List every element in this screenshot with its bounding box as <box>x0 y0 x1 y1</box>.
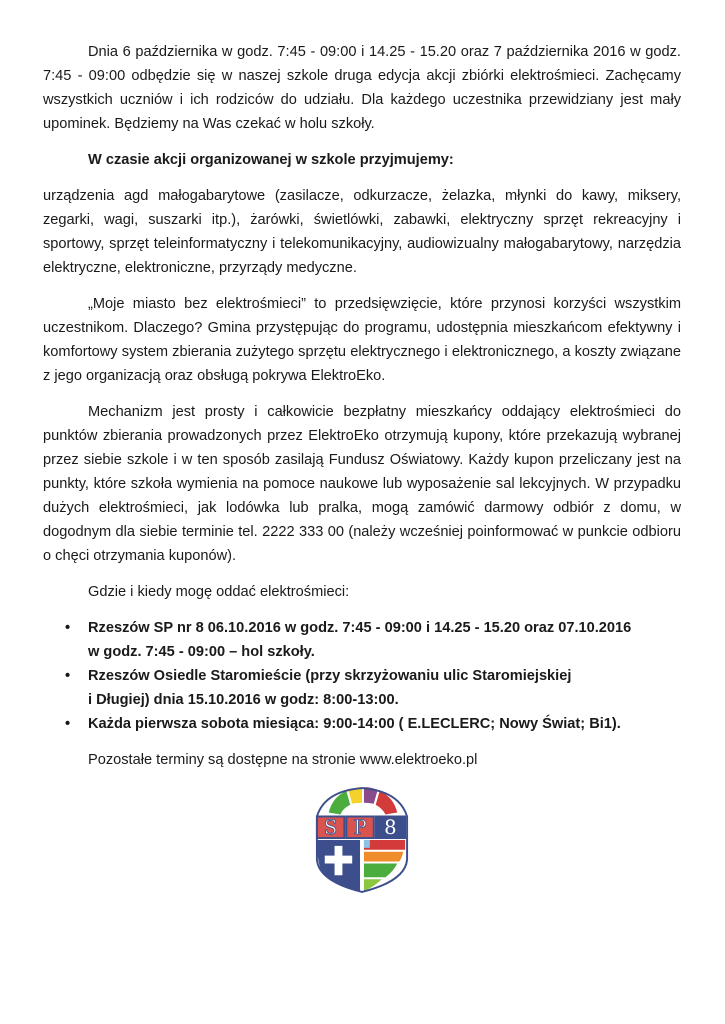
list-item <box>43 664 681 712</box>
document-body <box>43 40 681 772</box>
locations-list <box>43 616 681 736</box>
logo-arc-green <box>329 791 351 815</box>
location-line: i Długiej) dnia 15.10.2016 w godz: 8:00-13:00. <box>88 692 399 708</box>
location-line: w godz. 7:45 - 09:00 – hol szkoły. <box>88 644 315 660</box>
bullet-icon: • <box>65 668 71 684</box>
logo-segment-orange <box>364 852 403 862</box>
logo-digit-8: 8 <box>384 816 397 840</box>
accepted-items-paragraph: urządzenia agd małogabarytowe (zasilacze, odkurzacze, żelazka, młynki do kawy, miksery, zegarki, wagi, suszarki itp.), żarówki, świetlówki, zabawki, elektryczny sprzęt rekreacyjny i sportowy, sprzęt teleinformatyczny i telekomunikacyjny, audiowizualny małogabarytowy, narzędzia elektryczne, elektroniczne, przyrządy medyczne. <box>43 188 681 276</box>
accept-heading: W czasie akcji organizowanej w szkole przyjmujemy: <box>88 152 454 168</box>
list-item <box>43 616 681 664</box>
intro-paragraph: Dnia 6 października w godz. 7:45 - 09:00 i 14.25 - 15.20 oraz 7 października 2016 w godz. 7:45 - 09:00 odbędzie się w naszej szkole druga edycja akcji zbiórki elektrośmieci. Zachęcamy wszystkich uczniów i ich rodziców do udziału. Dla każdego uczestnika przewidziany jest mały upominek. Będziemy na Was czekać w holu szkoły. <box>43 44 681 132</box>
program-paragraph: „Moje miasto bez elektrośmieci” to przedsięwzięcie, które przynosi korzyści wszystkim uczestnikom. Dlaczego? Gmina przystępując do programu, udostępnia mieszkańcom efektywny i komfortowy system zbierania zużytego sprzętu elektrycznego i elektronicznego, a koszty związane z jego organizacją oraz obsługą pokrywa ElektroEko. <box>43 296 681 384</box>
logo-letter-p: P <box>353 816 367 840</box>
location-line: Każda pierwsza sobota miesiąca: 9:00-14:00 ( E.LECLERC; Nowy Świat; Bi1). <box>88 716 621 732</box>
school-logo <box>313 787 411 893</box>
where-when-heading: Gdzie i kiedy mogę oddać elektrośmieci: <box>88 584 350 600</box>
logo-letter-s: S <box>323 816 338 840</box>
logo-segment-green <box>364 864 397 878</box>
bullet-icon: • <box>65 716 71 732</box>
location-line: Rzeszów SP nr 8 06.10.2016 w godz. 7:45 - 09:00 i 14.25 - 15.20 oraz 07.10.2016 <box>88 620 632 636</box>
mechanism-paragraph: Mechanizm jest prosty i całkowicie bezpłatny mieszkańcy oddający elektrośmieci do punktów zbierania prowadzonych przez ElektroEko otrzymują kupony, które przekazują wybranej przez siebie szkole i w ten sposób zasilają Fundusz Oświatowy. Każdy kupon przeliczany jest na punkty, które szkoła wymienia na pomoce naukowe lub wyposażenie sal lekcyjnych. W przypadku dużych elektrośmieci, jak lodówka lub pralka, mogą zamówić darmowy odbiór z domu, w dogodnym dla siebie terminie tel. 2222 333 00 (należy wcześniej poinformować w punkcie odbioru o chęci otrzymania kuponów). <box>43 404 681 564</box>
other-dates-paragraph: Pozostałe terminy są dostępne na stronie www.elektroeko.pl <box>88 752 478 768</box>
list-item <box>43 712 681 736</box>
logo-segment-skyblue <box>364 840 370 848</box>
location-line: Rzeszów Osiedle Staromieście (przy skrzyżowaniu ulic Staromiejskiej <box>88 668 572 684</box>
logo-segment-red <box>364 840 405 850</box>
bullet-icon: • <box>65 620 71 636</box>
